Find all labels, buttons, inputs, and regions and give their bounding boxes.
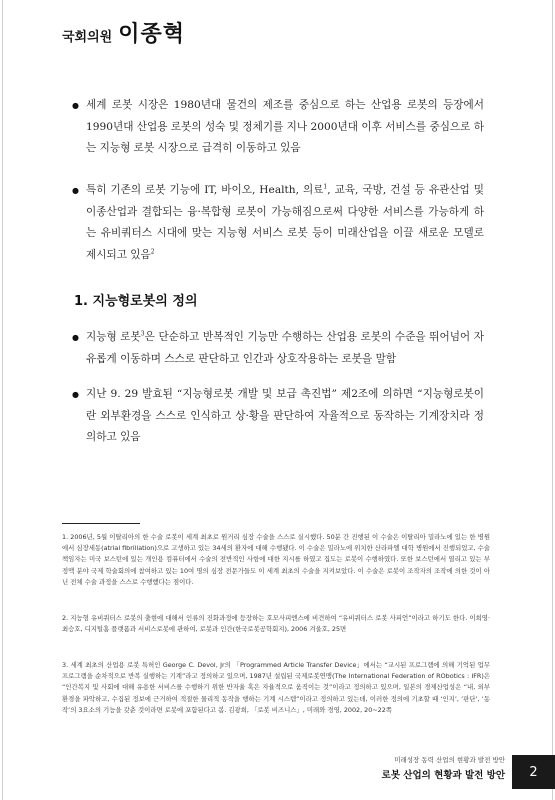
page-number: 2 [512,755,555,789]
page-edge-right [552,0,553,800]
bullet-icon: ● [72,101,79,110]
footnote-3: 3. 세계 최초의 산업용 로봇 특허인 George C. Devol, Jr의 「Programmed Article Transfer Device」에서는 “교시된 프로그램에 의해 기억된 업무 프로그램을 순차적으로 반복 실행하는 기계”라고 정의하고 있으며, 1987년 설립된 국제로봇연맹(The International Federation of RObotics : IFR)은 “인간복지 및 사회에 대해 유용한 서비스를 수행하기 위한 반자율 혹은 자율적으로 움직이는 것”이라고 정의하고 있으며, 일본의 경제산업성은 “내, 외부 환경을 파악하고, 수집된 정보에 근거하여 적절한 물리적 동작을 행하는 기계 시스템”이라고 정의하고 있는데, 이러한 정의에 기초할 때 ‘인지’, ‘판단’, ‘동작’의 3요소의 기능을 갖춘 것이라면 로봇에 포함된다고 봄. 김광희, 「로봇 비즈니스」, 미래와 경영, 2002, 20~22쪽 [62,661,490,714]
paragraph-text: 은 단순하고 반복적인 기능만 수행하는 산업용 로봇의 수준을 뛰어넘어 자유롭게 이동하며 스스로 판단하고 인간과 상호작용하는 로봇을 말함 [86,331,485,365]
footnote-ref: 3 [140,330,145,338]
paragraph-convergence [72,180,485,266]
section-title: 1. 지능형로봇의 정의 [74,294,198,309]
footnote-separator [62,523,140,524]
bullet-icon: ● [72,186,79,195]
bullet-icon: ● [72,333,79,342]
footnote-1: 1. 2006년, 5월 이탈리아의 한 수술 로봇이 세계 최초로 원거리 심장 수술을 스스로 실시했다. 50분 간 진행된 이 수술은 이탈리아 밀라노에 있는 한 병원에서 심장세동(atrial fibrillation)으로 고생하고 있는 34세의 환자에 대해 수행됐다. 이 수술은 밀라노에 위치한 산라파엘 대학 병원에서 진행되었고, 수술책임자는 미국 보스턴에 있는 개인용 컴퓨터에서 수술의 전반적인 사항에 대한 지시를 하였고 집도는 로봇이 수행하였다. 또한 보스턴에서 열리고 있는 부정맥 분야 국제 학술회의에 참여하고 있는 10여 명의 심장 전문가들도 이 세계 최초의 수술을 지켜보았다. 이 수술은 로봇이 조작자의 조작에 의한 것이 아닌 전체 수술 과정을 스스로 수행했다는 점이다. [62,533,490,586]
paragraph-law [72,384,484,449]
paragraph-text: 지난 9. 29 발효된 “지능형로봇 개발 및 보급 촉진법” 제2조에 의하면 “지능형로봇이란 외부환경을 스스로 인식하고 상·황을 판단하여 자율적으로 동작하는 기계장치라 정의하고 있음 [86,388,484,443]
header-name: 이종혁 [118,22,185,47]
footer-title: 로봇 산업의 현황과 발전 방안 [381,770,505,781]
footnote-ref: 1 [323,183,328,191]
paragraph-market-shift [72,95,484,160]
page-edge-left [2,0,3,800]
paragraph-text: 특히 기존의 로봇 기능에 IT, 바이오, Health, 의료 [86,184,324,196]
paragraph-text: 지능형 로봇 [86,331,141,343]
header-label: 국회의원 [62,30,113,45]
paragraph-text: 세계 로봇 시장은 1980년대 물건의 제조를 중심으로 하는 산업용 로봇의 등장에서 1990년대 산업용 로봇의 성숙 및 정체기를 지나 2000년대 이후 서비스를 중심으로 하는 지능형 로봇 시장으로 급격히 이동하고 있음 [86,99,484,154]
paragraph-text: , 교육, 국방, 건설 등 유관산업 및 이종산업과 결합되는 융·복합형 로봇이 가능해짐으로써 다양한 서비스를 가능하게 하는 유비쿼터스 시대에 맞는 지능형 서비스 로봇 등이 미래산업을 이끌 새로운 모델로 제시되고 있음 [86,184,485,261]
bullet-icon: ● [72,390,79,399]
page-header [62,17,185,48]
footer-subtitle: 미래성장 동력 산업의 현황과 발전 방안 [394,756,505,764]
footnote-2: 2. 지능형 유비쿼터스 로봇의 출현에 대해서 인류의 진화과정에 등장하는 호모사피엔스에 비견하여 “유비쿼터스 로봇 사피언”이라고 하기도 한다. 이희영·최승호, 디지털홈 플랫폼과 서비스로봇에 관하여, 로봇과 인간(한국로봇공학회지), 2006 겨울호, 25면 [62,614,490,634]
footnote-ref: 2 [150,247,155,255]
paragraph-definition [72,327,485,370]
